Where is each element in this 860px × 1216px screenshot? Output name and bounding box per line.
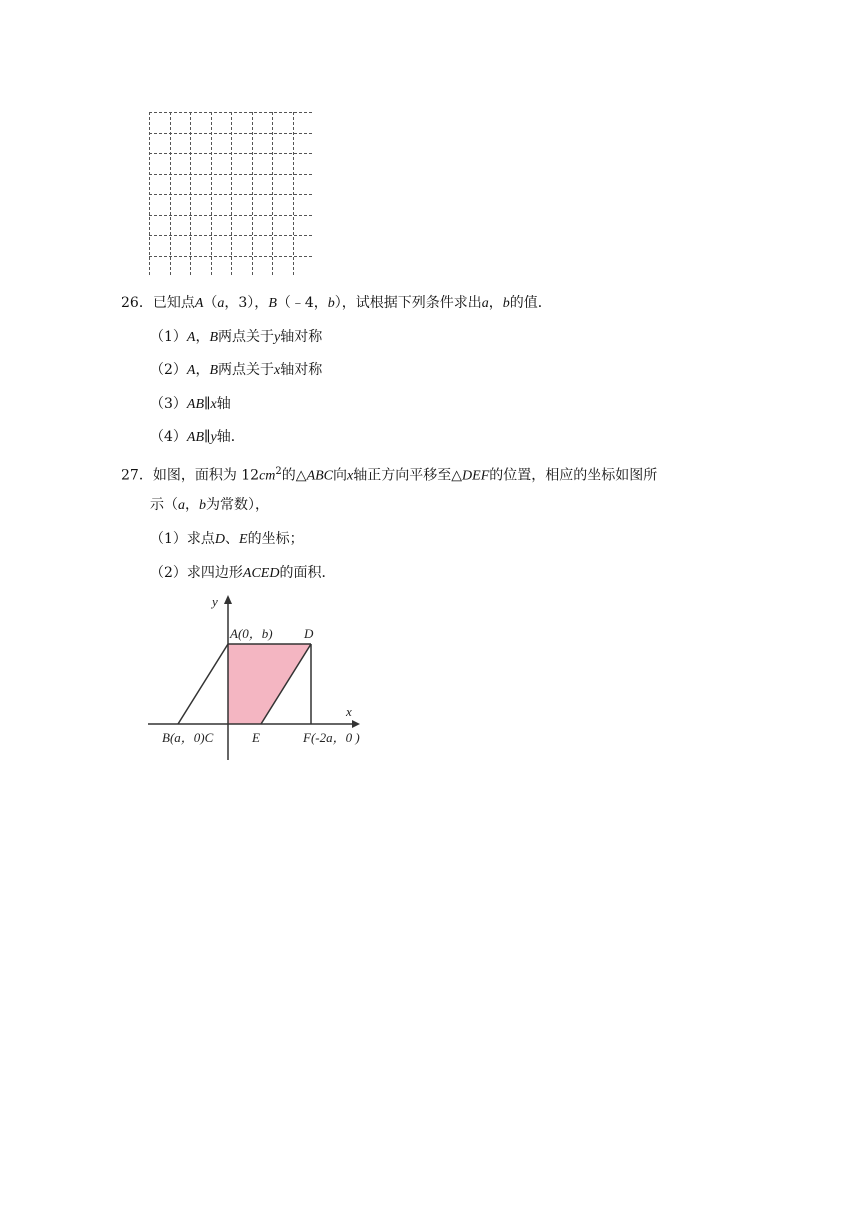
axis-label-y: y [212, 594, 218, 609]
point-label-e: E [252, 730, 260, 745]
segment-ab [178, 644, 228, 724]
question-27-stem-line-2: 示（a，b为常数）， [150, 497, 269, 513]
axis-label-x: x [346, 704, 352, 719]
question-26-item-1: （1）A，B两点关于y轴对称 [150, 329, 323, 345]
coordinate-figure [148, 592, 368, 762]
x-axis-arrow-icon [352, 720, 360, 728]
shaded-quadrilateral-aced [228, 644, 311, 724]
dashed-grid-figure [149, 112, 313, 276]
question-number: 27． [121, 467, 153, 484]
point-label-a: A(0，b) [230, 626, 273, 641]
point-label-d: D [304, 626, 314, 641]
question-26-stem: 26．已知点A（a，3），B（﹣4，b），试根据下列条件求出a，b的值． [121, 295, 552, 311]
question-27-item-1: （1）求点D、E的坐标； [150, 531, 304, 547]
y-axis-arrow-icon [224, 595, 232, 604]
question-26-item-3: （3）AB∥x轴 [150, 396, 231, 412]
question-number: 26． [121, 295, 153, 311]
question-27-item-2: （2）求四边形ACED的面积． [150, 565, 336, 581]
question-26-item-4: （4）AB∥y轴． [150, 429, 245, 445]
point-label-f: F(-2a，0 ) [303, 730, 360, 745]
point-label-b-c: B(a，0)C [162, 730, 214, 745]
question-26-item-2: （2）A，B两点关于x轴对称 [150, 362, 323, 378]
question-27-stem-line-1: 27．如图，面积为 $12cm^2$的△ABC向x轴正方向平移至△DEF的位置，相应的坐标如图所 [121, 466, 658, 484]
